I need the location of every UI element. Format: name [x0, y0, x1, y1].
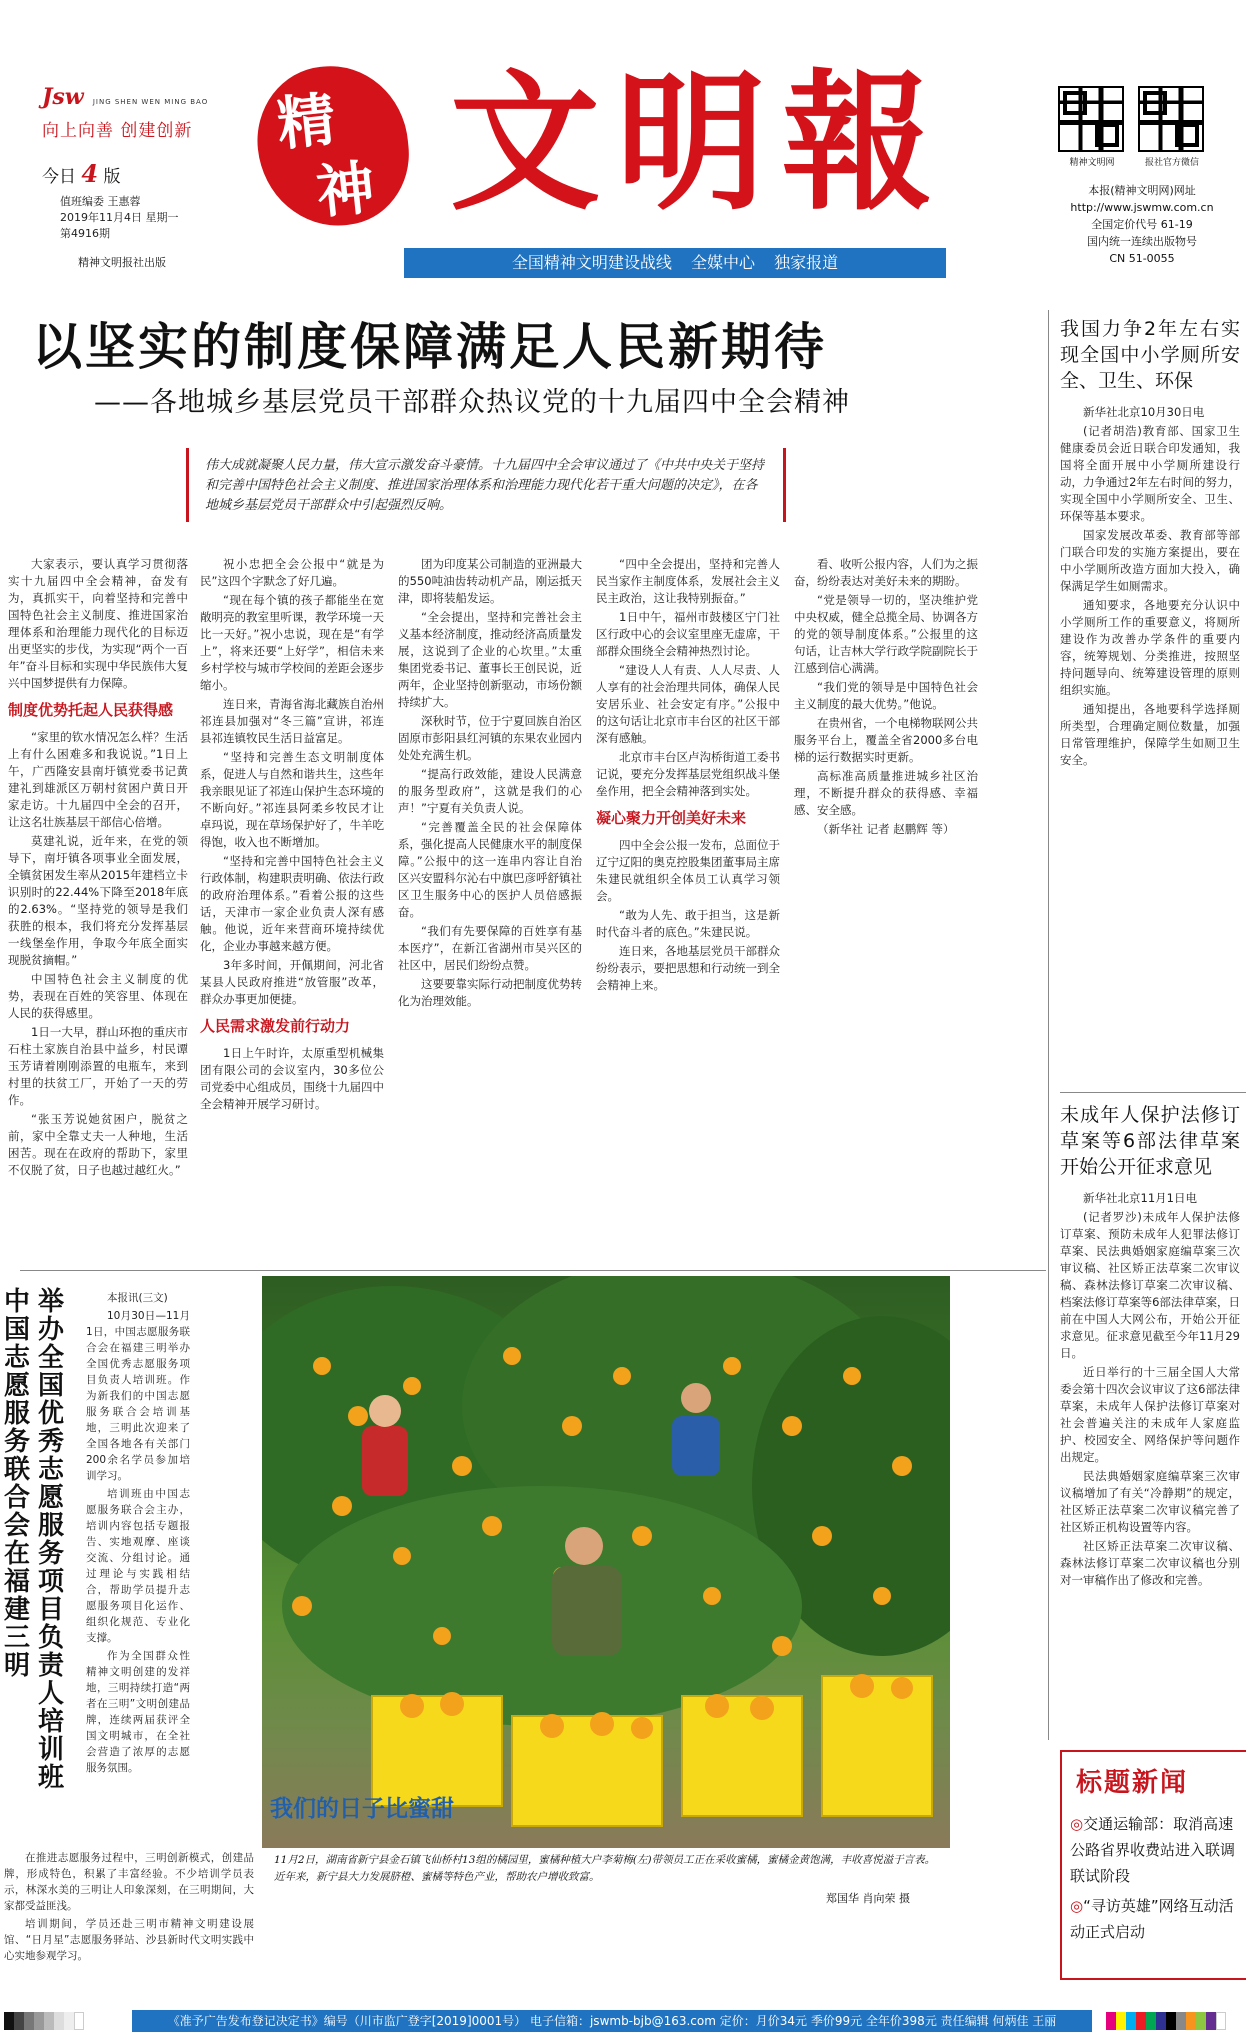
- headline-subtitle: ——各地城乡基层党员干部群众热议党的十九届四中全会精神: [94, 387, 850, 418]
- qr-code-icon: [1138, 86, 1204, 152]
- volunteer-article-title-line-2: 举办全国优秀志愿服务项目负责人培训班: [37, 1287, 64, 1793]
- website-link[interactable]: http://www.jswmw.com.cn: [1070, 201, 1214, 214]
- masthead: [0, 0, 1246, 280]
- newspaper-title: 文明報: [450, 55, 949, 231]
- footer: [0, 2008, 1246, 2034]
- byline: 新华社北京11月1日电: [1083, 1191, 1197, 1205]
- article-column-1: 大家表示，要认真学习贯彻落实十九届四中全会精神，奋发有为，真抓实干，向着坚持和完善中国特色社会主义制度、推进国家治理体系和治理能力现代化的目标迈出更坚实的步伐，为实现“两个一百年”奋斗目标和实现中华民族伟大复兴中国梦提供有力保障。 制度优势托起人民获得感 “家里的钦水情况怎么样？生活上有什么困难多和我说说。”1日上午，广西隆安县南圩镇党委书记黄建礼到雄派区万朝村贫困户黄日开家走访。十九届四中全会的召开，让这名壮族基层干部信心倍增。 莫建礼说，近年来，在党的领导下，南圩镇各项事业全面发展，全镇贫困发生率从2015年建档立卡识别时的22.44%下降至2018年底的2.63%。“坚持党的领导是我们获胜的根本，我们将充分发挥基层一线堡垒作用，争取今年底全面实现脱贫摘帽。” 中国特色社会主义制度的优势，表现在百姓的笑容里、体现在人民的获得感里。 1日一大早，群山环抱的重庆市石柱土家族自治县中益乡，村民谭玉芳请着刚刚添置的电瓶车，来到村里的扶贫工厂，开始了一天的劳作。 “张玉芳说她贫困户，脱贫之前，家中全靠丈夫一人种地，生活困苦。现在在政府的帮助下，家里不仅脱了贫，日子也越过越红火。”: [8, 557, 188, 1177]
- issue-date: 2019年11月4日 星期一: [60, 211, 179, 224]
- headline-news-item[interactable]: ◎“寻访英雄”网络互动活动正式启动: [1070, 1897, 1234, 1941]
- orange-harvest-photo: [262, 1276, 950, 1848]
- photo-title: 我们的日子比蜜甜: [270, 1796, 454, 1822]
- headline-main: 以坚实的制度保障满足人民新期待: [32, 318, 827, 376]
- issue-number: 第4916期: [60, 227, 110, 240]
- bullet-icon: ◎: [1070, 1815, 1084, 1833]
- section-divider: [20, 1270, 1046, 1271]
- masthead-left: [42, 84, 222, 242]
- volunteer-article-body-continued: 在推进志愿服务过程中，三明创新模式，创建品牌，形成特色，积累了丰富经验。不少培训学员表示，林深水美的三明让人印象深刻，在三明期间，大家都受益匪浅。 培训期间，学员还赴三明市精神文明建设展馆、“日月星”志愿服务驿站、沙县新时代文明实践中心实地参观学习。: [4, 1852, 254, 1962]
- story-divider: [1060, 1092, 1246, 1093]
- article-column-4: “四中全会提出，坚持和完善人民当家作主制度体系，发展社会主义民主政治，这让我特别振奋。” 1日中午，福州市鼓楼区宁门社区行政中心的会议室里座无虚席，干部群众围绕全会精神热烈讨论。 “建设人人有责、人人尽责、人人享有的社会治理共同体，确保人民安居乐业、社会安定有序。”公报中的这句话让北京市丰台区的社区干部深有感触。 北京市丰台区卢沟桥街道工委书记说，要充分发挥基层党组织战斗堡垒作用，把全会精神落到实处。 凝心聚力开创美好未来 四中全会公报一发布，总面位于辽宁辽阳的奥克控股集团董事局主席朱建民就组织全体员工认真学习领会。 “敢为人先、敢于担当，这是新时代奋斗者的底色。”朱建民说。 连日来，各地基层党员干部群众纷纷表示，要把思想和行动统一到全会精神上来。: [596, 557, 780, 992]
- qr-code-wechat: 报社官方微信: [1138, 86, 1206, 168]
- byline: 新华社北京10月30日电: [1083, 405, 1205, 419]
- photo-caption: 11月2日，湖南省新宁县金石镇飞仙桥村13组的橘园里，蜜橘种植大户李菊梅(左)带领员工正在采收蜜橘，蜜橘金黄饱满，丰收喜悦溢于言表。近年来，新宁县大力发展脐橙、蜜橘等特色产业，帮助农户增收致富。: [274, 1854, 936, 1883]
- color-registration-strip-left: [4, 2012, 84, 2030]
- qr-code-website: 精神文明网: [1058, 86, 1126, 168]
- lead-intro: 伟大成就凝聚人民力量，伟大宣示激发奋斗豪情。十九届四中全会审议通过了《中共中央关于坚持和完善中国特色社会主义制度、推进国家治理体系和治理能力现代化若干重大问题的决定》，在各地城乡基层党员干部群众中引起强烈反响。: [186, 448, 786, 522]
- brand-logo: Jsw: [42, 84, 84, 110]
- today-pages: 今日 4 版: [42, 159, 121, 188]
- masthead-nav-bar: 全国精神文明建设战线 全媒中心 独家报道: [404, 248, 946, 278]
- footer-info-bar: 《准予广告发布登记决定书》编号（川市监广登字[2019]0001号） 电子信箱：jswmb-bjb@163.com 定价：月价34元 季价99元 全年价398元 责任编辑 何炳佳 王丽: [132, 2010, 1092, 2032]
- lead-headline: [32, 316, 1042, 419]
- photo-caption-area: [262, 1796, 950, 1980]
- article-column-2: 祝小忠把全会公报中“就是为民”这四个字默念了好几遍。 “现在每个镇的孩子都能坐在宽敞明亮的教室里听课，教学环境一天比一天好。”祝小忠说，现在是“有学上”，将来还要“上好学”，相信未来乡村学校与城市学校间的差距会逐步缩小。 连日来，青海省海北藏族自治州祁连县加强对“冬三篇”宣讲，祁连县祁连镇牧民生活日益富足。 “坚持和完善生态文明制度体系，促进人与自然和谐共生，这些年我亲眼见证了祁连山保护生态环境的不断向好。”祁连县阿柔乡牧民才让卓玛说，现在草场保护好了，牛羊吃得饱，收入也不断增加。 “坚持和完善中国特色社会主义行政体制，构建职责明确、依法行政的政府治理体系。”看着公报的这些话，天津市一家企业负责人深有感触。他说，近年来营商环境持续优化，企业办事越来越方便。 3年多时间，开佩期间，河北省某县人民政府推进“放管服”改革，群众办事更加便捷。 人民需求激发前行动力 1日上午时许，太原重型机械集团有限公司的会议室内，30多位公司党委中心组成员，围绕十九届四中全会精神开展学习研讨。: [200, 557, 384, 1111]
- headline-news-item[interactable]: ◎交通运输部：取消高速公路省界收费站进入联调联试阶段: [1070, 1815, 1236, 1885]
- issue-info: [60, 194, 222, 242]
- bullet-icon: ◎: [1070, 1897, 1084, 1915]
- byline: 本报讯(三文): [107, 1292, 168, 1304]
- publication-info: 本报(精神文明网)网址 http://www.jswmw.com.cn 全国定价代号 61-19 国内统一连续出版物号 CN 51-0055: [1052, 182, 1232, 267]
- photo-credit: 郑国华 肖向荣 摄: [826, 1892, 910, 1905]
- story-title: 未成年人保护法修订草案等6部法律草案开始公开征求意见: [1060, 1104, 1240, 1178]
- brand-pinyin: JING SHEN WEN MING BAO: [92, 98, 209, 106]
- qr-code-icon: [1058, 86, 1124, 152]
- subheading: 制度优势托起人民获得感: [8, 701, 174, 719]
- column-divider: [1048, 310, 1049, 1740]
- story-title: 我国力争2年左右实现全国中小学厕所安全、卫生、环保: [1060, 318, 1240, 392]
- news-photo: [262, 1276, 950, 1848]
- slogan: 向上向善 创建创新: [42, 121, 193, 141]
- article-column-3: 团为印度某公司制造的亚洲最大的550吨油齿转动机产品，刚运抵天津，即将装船发运。 “全会提出，坚持和完善社会主义基本经济制度，推动经济高质量发展，这说到了企业的心坎里。”太重集团党委书记、董事长王创民说，近两年，企业坚持创新驱动，市场份额持续扩大。 深秋时节，位于宁夏回族自治区固原市彭阳县红河镇的东果农业园内处处充满生机。 “提高行政效能，建设人民满意的服务型政府”，这就是我们的心声！”宁夏有关负责人说。 “完善覆盖全民的社会保障体系，强化提高人民健康水平的制度保障。”公报中的这一连串内容让自治区兴安盟科尔沁右中旗巴彦呼舒镇社区卫生服务中心的医护人员倍感振奋。 “我们有先要保障的百姓享有基本医疗”，在新江省湖州市吴兴区的社区中，居民们纷纷点赞。 这要要靠实际行动把制度优势转化为治理效能。: [398, 557, 582, 1008]
- duty-editor: 值班编委 王惠蓉: [60, 195, 141, 208]
- headline-news-title: 标题新闻: [1076, 1768, 1189, 1798]
- seal-logo: 精 神: [250, 59, 416, 234]
- subheading: 人民需求激发前行动力: [200, 1017, 351, 1035]
- color-registration-strip-right: [1106, 2012, 1226, 2030]
- right-column-story-2: 未成年人保护法修订草案等6部法律草案开始公开征求意见 新华社北京11月1日电 (记者罗沙)未成年人保护法修订草案、预防未成年人犯罪法修订草案、民法典婚姻家庭编草案三次审议稿、社区矫正法草案二次审议稿、森林法修订草案二次审议稿、档案法修订草案等6部法律草案，日前在中国人大网公布，开始公开征求意见。征求意见截至今年11月29日。 近日举行的十三届全国人大常委会第十四次会议审议了这6部法律草案，未成年人保护法修订草案对社会普遍关注的未成年人家庭监护、校园安全、网络保护等问题作出规定。 民法典婚姻家庭编草案三次审议稿增加了有关“冷静期”的规定，社区矫正法草案二次审议稿完善了社区矫正机构设置等内容。 社区矫正法草案二次审议稿、森林法修订草案二次审议稿也分别对一审稿作出了修改和完善。: [1060, 1104, 1240, 1587]
- subheading: 凝心聚力开创美好未来: [596, 809, 747, 827]
- volunteer-article-title-line-1: 中国志愿服务联合会在福建三明: [3, 1287, 30, 1681]
- article-column-5: 看、收听公报内容，人们为之振奋，纷纷表达对美好未来的期盼。 “党是领导一切的，坚决维护党中央权威，健全总揽全局、协调各方的党的领导制度体系。”公报里的这句话，让吉林大学行政学院副院长于江感到信心满满。 “我们党的领导是中国特色社会主义制度的最大优势。”他说。 在贵州省，一个电梯物联网公共服务平台上，覆盖全省2000多台电梯的运行数据实时更新。 高标准高质量推进城乡社区治理，不断提升群众的获得感、幸福感、安全感。 （新华社 记者 赵鹏辉 等）: [794, 557, 978, 836]
- right-column-story-1: 我国力争2年左右实现全国中小学厕所安全、卫生、环保 新华社北京10月30日电 (记者胡浩)教育部、国家卫生健康委员会近日联合印发通知，我国将全面开展中小学厕所建设行动，力争通过2年左右时间的努力，实现全国中小学厕所安全、卫生、环保等基本要求。 国家发展改革委、教育部等部门联合印发的实施方案提出，要在中小学厕所改造方面加大投入，确保满足学生如厕需求。 通知要求，各地要充分认识中小学厕所工作的重要意义，将厕所建设作为改善办学条件的重要内容，统筹规划、分类推进，按照坚持问题导向、统筹建设管理的原则组织实施。 通知提出，各地要科学选择厕所类型，合理确定厕位数量，加强日常管理维护，保障学生如厕卫生安全。: [1060, 318, 1240, 767]
- publisher: 精神文明报社出版: [78, 256, 166, 269]
- headline-news-box: [1060, 1750, 1246, 1980]
- volunteer-article-body: 本报讯(三文) 10月30日—11月1日，中国志愿服务联合会在福建三明举办全国优秀志愿服务项目负责人培训班。作为新我们的中国志愿服务联合会培训基地，三明此次迎来了全国各地各有关部门200余名学员参加培训学习。 培训班由中国志愿服务联合会主办，培训内容包括专题报告、实地观摩、座谈交流、分组讨论。通过理论与实践相结合，帮助学员提升志愿服务项目化运作、组织化规范、专业化支撑。 作为全国群众性精神文明创建的发祥地，三明持续打造“两者在三明”文明创建品牌，连续两届获评全国文明城市，在全社会营造了浓厚的志愿服务氛围。: [86, 1292, 190, 1774]
